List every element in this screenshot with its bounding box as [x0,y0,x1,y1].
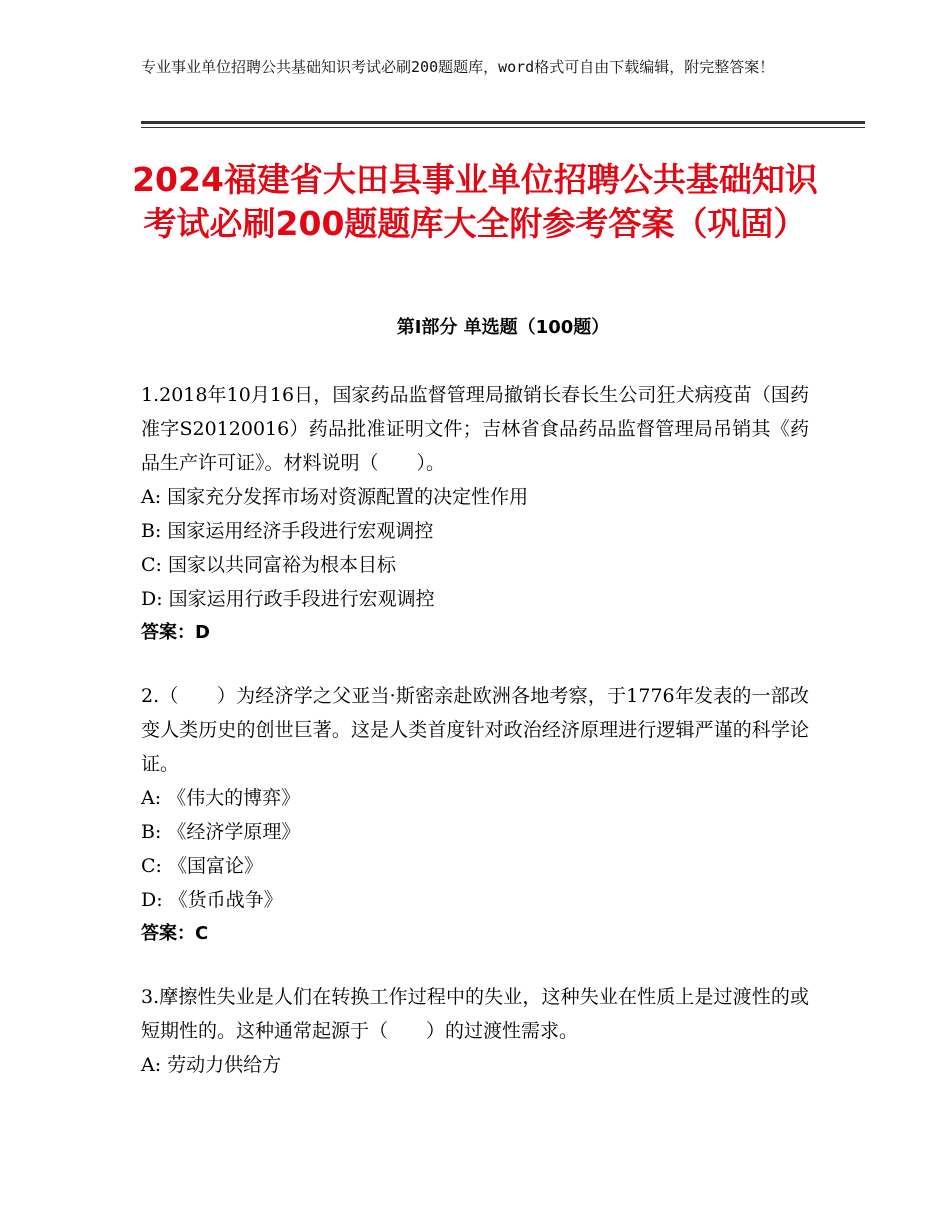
option-a: A: 国家充分发挥市场对资源配置的决定性作用 [141,486,529,508]
header-divider-thin [141,127,865,128]
answer: 答案：D [141,622,210,643]
option-c: C: 《国富论》 [141,855,263,877]
option-a: A: 劳动力供给方 [141,1054,282,1076]
header-note: 专业事业单位招聘公共基础知识考试必刷200题题库，word格式可自由下载编辑，附完整答案！ [141,58,775,76]
option-c: C: 国家以共同富裕为根本目标 [141,554,396,576]
question-item [141,679,809,951]
option-d: D: 《货币战争》 [141,889,283,911]
header-divider-thick [141,121,865,124]
section-heading: 第Ⅰ部分 单选题（100题） [396,317,610,338]
option-b: B: 国家运用经济手段进行宏观调控 [141,520,434,542]
question-stem: 2.（ ）为经济学之父亚当·斯密亲赴欧洲各地考察，于1776年发表的一部改变人类历史的创世巨著。这是人类首度针对政治经济原理进行逻辑严谨的科学论证。 [141,685,809,775]
answer: 答案：C [141,923,209,944]
option-b: B: 《经济学原理》 [141,821,301,843]
question-stem: 3.摩擦性失业是人们在转换工作过程中的失业，这种失业在性质上是过渡性的或短期性的。这种通常起源于（ ）的过渡性需求。 [141,986,809,1042]
question-stem: 1.2018年10月16日，国家药品监督管理局撤销长春长生公司狂犬病疫苗（国药准字S20120016）药品批准证明文件；吉林省食品药品监督管理局吊销其《药品生产许可证》。材料说明（ ）。 [141,384,809,474]
question-list [141,378,809,1111]
document-title: 2024福建省大田县事业单位招聘公共基础知识考试必刷200题题库大全附参考答案（巩固） [132,160,818,243]
option-a: A: 《伟大的博弈》 [141,787,301,809]
option-d: D: 国家运用行政手段进行宏观调控 [141,588,435,610]
question-item [141,378,809,650]
question-item [141,980,809,1082]
